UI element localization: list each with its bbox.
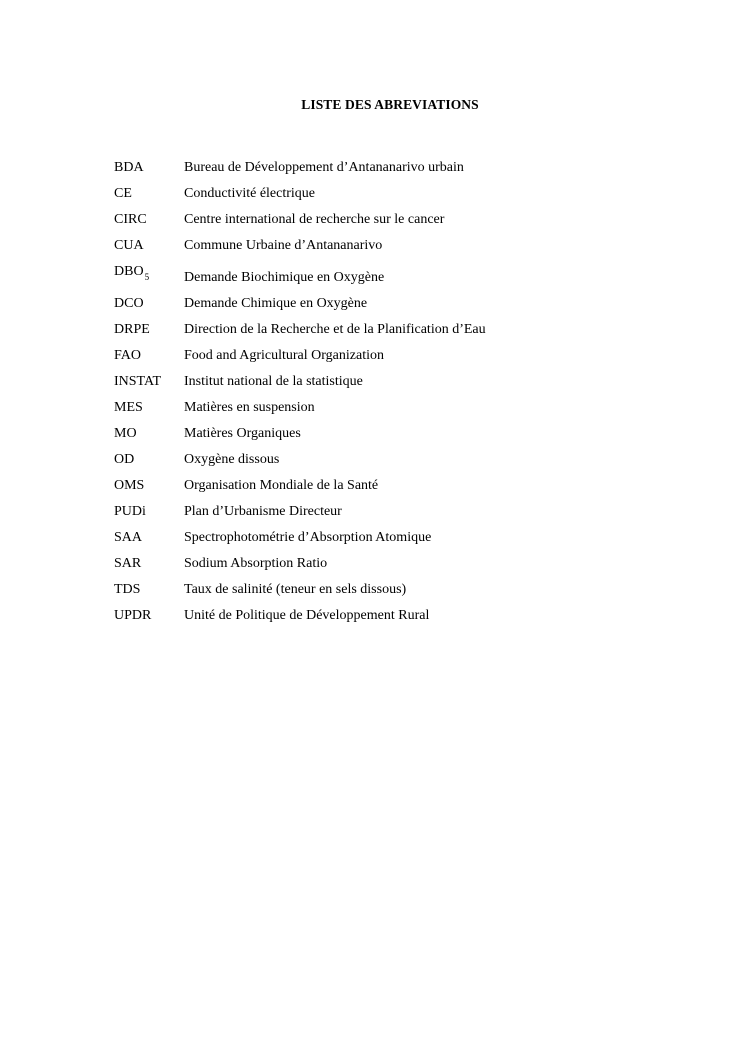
list-item	[114, 373, 674, 399]
abbreviation-subscript: 5	[144, 272, 150, 282]
abbreviation-base: DBO	[114, 264, 144, 279]
abbreviation: CIRC	[114, 212, 147, 227]
definition: Direction de la Recherche et de la Planification d’Eau	[184, 322, 486, 337]
list-item	[114, 425, 674, 451]
definition: Spectrophotométrie d’Absorption Atomique	[184, 530, 432, 545]
list-item	[114, 555, 674, 581]
abbreviation: MES	[114, 400, 143, 415]
abbreviation: BDA	[114, 160, 144, 175]
abbreviation: TDS	[114, 582, 141, 597]
abbreviation: PUDi	[114, 504, 146, 519]
list-item	[114, 159, 674, 185]
list-item	[114, 211, 674, 237]
definition: Sodium Absorption Ratio	[184, 556, 328, 571]
definition: Matières Organiques	[184, 426, 301, 441]
list-item	[114, 529, 674, 555]
list-item	[114, 607, 674, 633]
list-item	[114, 295, 674, 321]
definition: Unité de Politique de Développement Rural	[184, 608, 430, 623]
abbreviation	[114, 263, 149, 281]
list-item	[114, 503, 674, 529]
definition: Conductivité électrique	[184, 186, 316, 201]
abbreviation: FAO	[114, 348, 141, 363]
definition: Oxygène dissous	[184, 452, 280, 467]
definition: Centre international de recherche sur le cancer	[184, 212, 445, 227]
definition: Demande Biochimique en Oxygène	[184, 270, 385, 285]
definition: Commune Urbaine d’Antananarivo	[184, 238, 383, 253]
definition: Institut national de la statistique	[184, 374, 363, 389]
list-item	[114, 399, 674, 425]
definition: Taux de salinité (teneur en sels dissous)	[184, 582, 407, 597]
abbreviation: DCO	[114, 296, 144, 311]
list-item	[114, 581, 674, 607]
list-item	[114, 237, 674, 263]
abbreviation: CUA	[114, 238, 144, 253]
page-title: LISTE DES ABREVIATIONS	[301, 97, 479, 112]
list-item	[114, 347, 674, 373]
definition: Food and Agricultural Organization	[184, 348, 384, 363]
list-item	[114, 451, 674, 477]
abbreviation: OD	[114, 452, 135, 467]
definition: Matières en suspension	[184, 400, 315, 415]
list-item	[114, 185, 674, 211]
definition: Plan d’Urbanisme Directeur	[184, 504, 342, 519]
definition: Bureau de Développement d’Antananarivo urbain	[184, 160, 464, 175]
list-item	[114, 321, 674, 347]
abbreviation: UPDR	[114, 608, 152, 623]
abbreviation: INSTAT	[114, 374, 162, 389]
abbreviation: MO	[114, 426, 137, 441]
list-item	[114, 263, 674, 295]
abbreviation-list	[114, 159, 674, 633]
abbreviation: SAR	[114, 556, 142, 571]
abbreviation: DRPE	[114, 322, 150, 337]
definition: Organisation Mondiale de la Santé	[184, 478, 379, 493]
abbreviation: OMS	[114, 478, 145, 493]
list-item	[114, 477, 674, 503]
abbreviation: CE	[114, 186, 132, 201]
abbreviation: SAA	[114, 530, 143, 545]
definition: Demande Chimique en Oxygène	[184, 296, 368, 311]
